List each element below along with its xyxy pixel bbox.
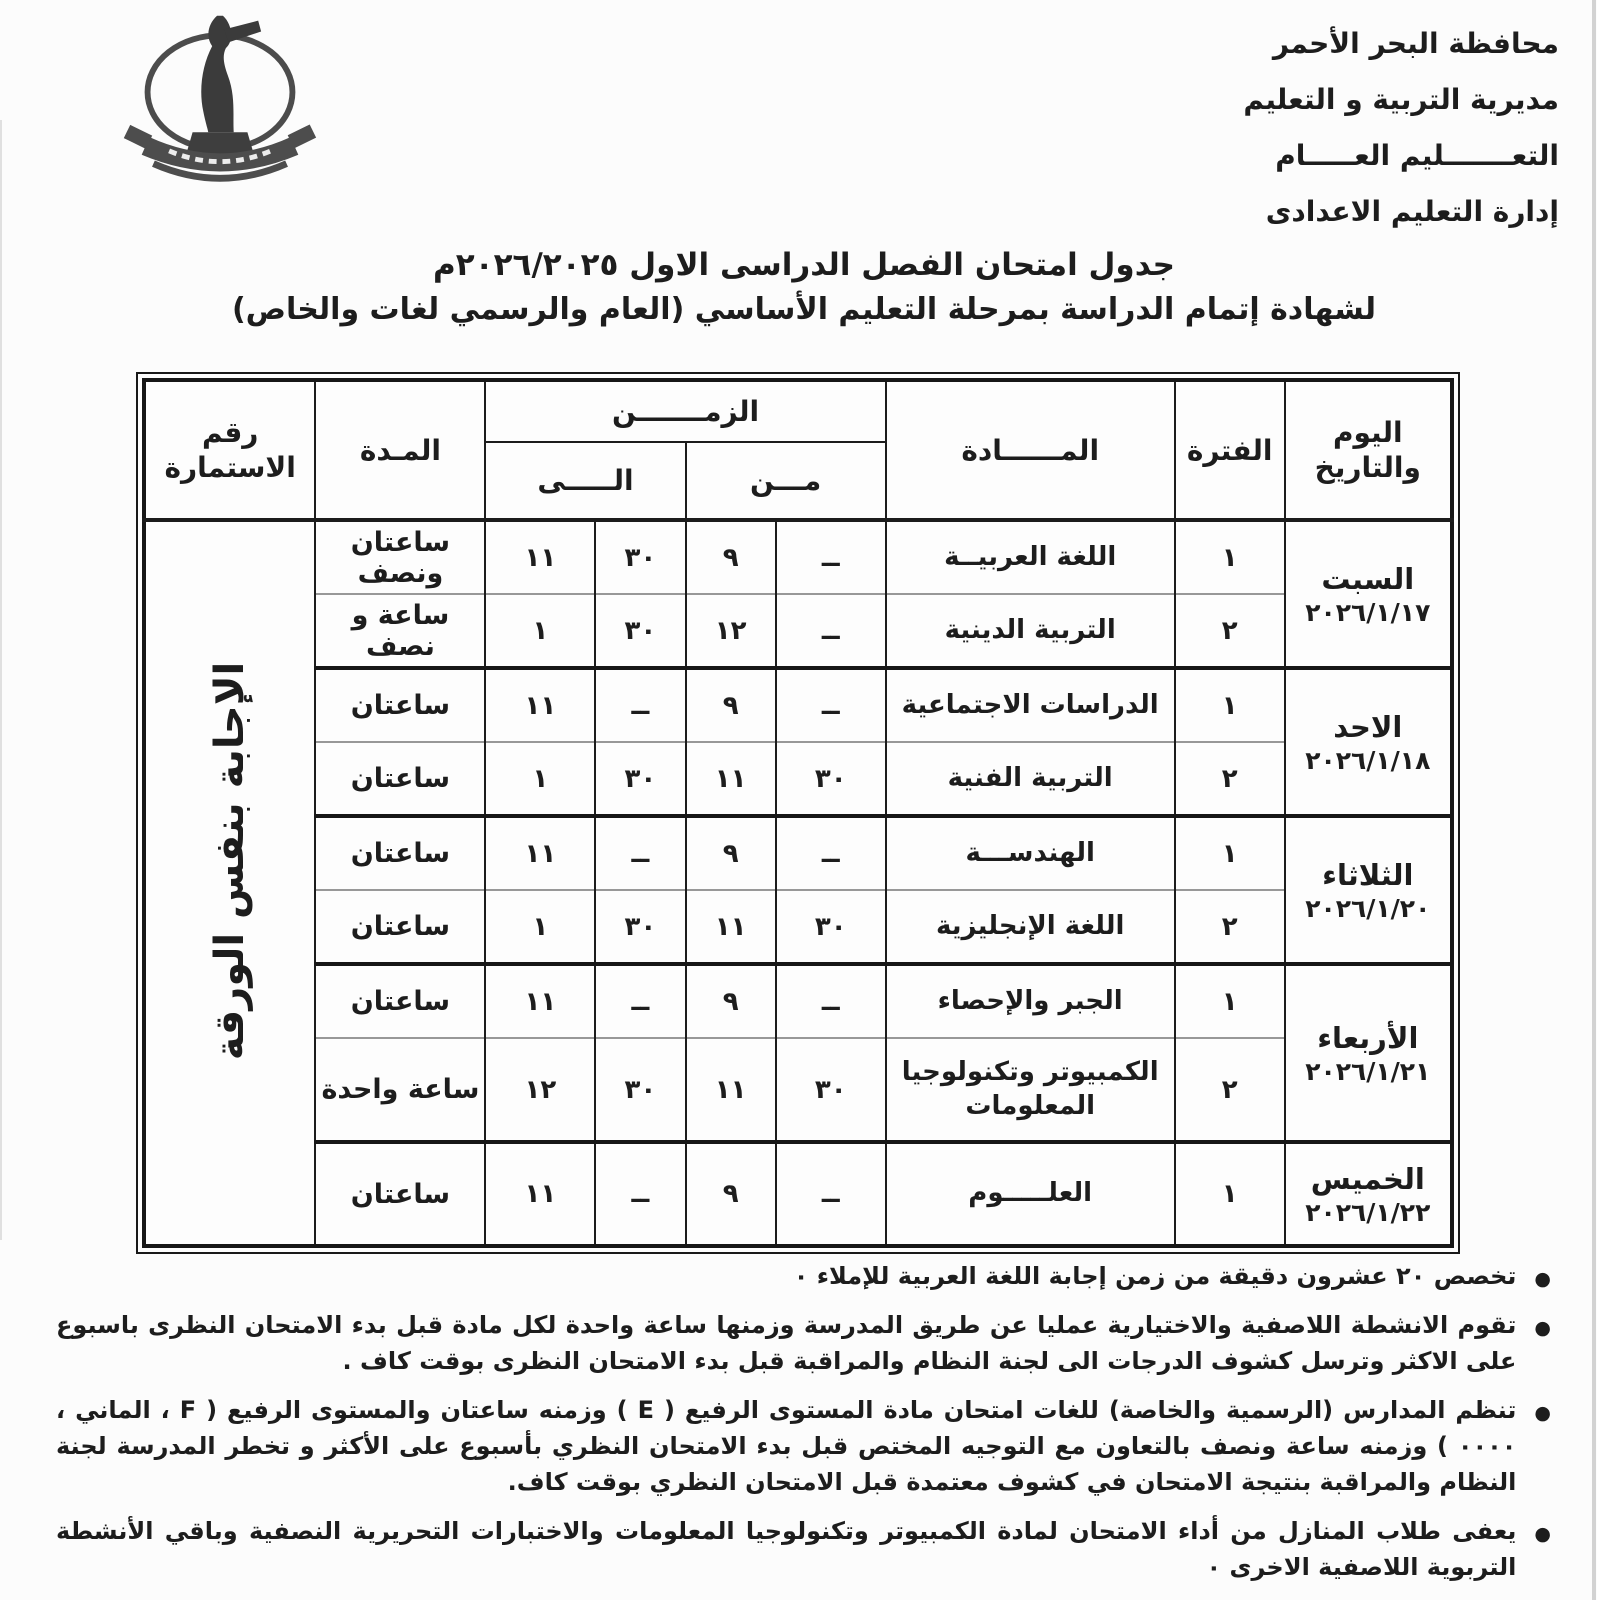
day-name: الخميس (1310, 1161, 1425, 1196)
to-hour-cell: ١١ (485, 964, 595, 1038)
bullet-icon: ● (1534, 1402, 1551, 1424)
scan-edge-artifact (0, 120, 2, 1240)
day-name: الاحد (1333, 709, 1403, 744)
scan-edge-artifact (1592, 0, 1596, 1600)
subject-cell: التربية الفنية (886, 742, 1175, 816)
from-hour-cell: ١١ (686, 890, 776, 964)
from-minute-cell: ــ (776, 594, 886, 668)
period-cell: ٢ (1175, 594, 1285, 668)
to-minute-cell: ٣٠ (595, 742, 685, 816)
col-header-to: الـــــى (485, 442, 685, 520)
note-text-language-schools: تنظم المدارس (الرسمية والخاصة) للغات امتحان مادة المستوى الرفيع ( E ) وزمنه ساعتان والمستوى الرفيع ( F ، الماني ، ٠٠٠٠ ) وزمنه ساعة ونصف بالتعاون مع التوجيه المختص قبل بدء الامتحان النظري بأسبوع على الأكثر و تخطر المدرسة لجنة النظام والمراقبة بنتيجة الامتحان في كشوف معتمدة قبل الامتحان النظري بوقت كاف. (56, 1396, 1517, 1496)
duration-cell: ساعتان (315, 964, 485, 1038)
from-minute-cell: ــ (776, 1142, 886, 1246)
note-item (56, 1392, 1551, 1500)
from-hour-cell: ١٢ (686, 594, 776, 668)
day-date-cell (1285, 964, 1452, 1142)
form-number-cell (144, 520, 315, 1246)
subject-cell: الدراسات الاجتماعية (886, 668, 1175, 742)
from-hour-cell: ٩ (686, 668, 776, 742)
bullet-icon: ● (1534, 1523, 1551, 1545)
to-minute-cell: ٣٠ (595, 1038, 685, 1142)
governorate-logo (122, 6, 318, 192)
letterhead-directorate: مديرية التربية و التعليم (1243, 83, 1559, 116)
from-minute-cell: ٣٠ (776, 742, 886, 816)
duration-cell: ساعتان ونصف (315, 520, 485, 594)
note-text-home-study-students: يعفى طلاب المنازل من أداء الامتحان لمادة الكمبيوتر وتكنولوجيا المعلومات والاختبارات التحريرية النصفية وباقي الأنشطة التربوية اللاصفية الاخرى ٠ (56, 1517, 1517, 1581)
period-cell: ١ (1175, 964, 1285, 1038)
to-hour-cell: ١١ (485, 816, 595, 890)
exam-schedule-table (142, 378, 1454, 1248)
day-date-cell (1285, 520, 1452, 668)
to-minute-cell: ــ (595, 1142, 685, 1246)
duration-cell: ساعة واحدة (315, 1038, 485, 1142)
period-cell: ٢ (1175, 1038, 1285, 1142)
letterhead-general-education: التعـــــــليم العـــــام (1275, 139, 1559, 172)
duration-cell: ساعتان (315, 1142, 485, 1246)
period-cell: ١ (1175, 668, 1285, 742)
subject-cell: الهندســـة (886, 816, 1175, 890)
to-minute-cell: ٣٠ (595, 520, 685, 594)
day-date: ٢٠٢٦/١/٢٠ (1305, 894, 1431, 924)
col-header-from: مـــن (686, 442, 886, 520)
bullet-icon: ● (1534, 1317, 1551, 1339)
day-name: الأربعاء (1317, 1020, 1419, 1055)
from-hour-cell: ٩ (686, 1142, 776, 1246)
letterhead (1243, 16, 1559, 240)
col-header-subject: المــــــادة (886, 380, 1175, 520)
page-title: جدول امتحان الفصل الدراسى الاول ٢٠٢٦/٢٠٢٥م (433, 247, 1175, 283)
to-hour-cell: ١ (485, 890, 595, 964)
subject-cell: اللغة العربيــة (886, 520, 1175, 594)
note-item (56, 1513, 1551, 1585)
to-minute-cell: ٣٠ (595, 890, 685, 964)
col-header-period: الفترة (1175, 380, 1285, 520)
to-hour-cell: ١١ (485, 668, 595, 742)
day-date-cell (1285, 816, 1452, 964)
note-text-dictation: تخصص ٢٠ عشرون دقيقة من زمن إجابة اللغة العربية للإملاء ٠ (793, 1262, 1517, 1290)
day-name: السبت (1321, 561, 1415, 596)
from-hour-cell: ١١ (686, 742, 776, 816)
document-title (148, 247, 1460, 327)
from-minute-cell: ٣٠ (776, 890, 886, 964)
note-text-activities: تقوم الانشطة اللاصفية والاختيارية عمليا عن طريق المدرسة وزمنها ساعة واحدة لكل مادة قبل بدء الامتحان النظرى باسبوع على الاكثر وترسل كشوف الدرجات الى لجنة النظام والمراقبة قبل بدء الامتحان النظرى بوقت كاف . (56, 1311, 1517, 1375)
letterhead-governorate: محافظة البحر الأحمر (1272, 27, 1559, 60)
to-hour-cell: ١١ (485, 1142, 595, 1246)
side-note-answer-same-paper: الإجابة بنفس الورقة (207, 662, 254, 1061)
subject-cell: الكمبيوتر وتكنولوجيا المعلومات (886, 1038, 1175, 1142)
from-minute-cell: ٣٠ (776, 1038, 886, 1142)
to-hour-cell: ١٢ (485, 1038, 595, 1142)
duration-cell: ساعة و نصف (315, 594, 485, 668)
from-minute-cell: ــ (776, 964, 886, 1038)
footer-notes (56, 1258, 1551, 1598)
day-date: ٢٠٢٦/١/٢٢ (1305, 1198, 1431, 1228)
to-hour-cell: ١ (485, 742, 595, 816)
period-cell: ١ (1175, 520, 1285, 594)
subject-cell: العلـــــوم (886, 1142, 1175, 1246)
duration-cell: ساعتان (315, 742, 485, 816)
to-hour-cell: ١ (485, 594, 595, 668)
day-date: ٢٠٢٦/١/١٧ (1305, 598, 1431, 628)
from-hour-cell: ٩ (686, 964, 776, 1038)
page-subtitle: لشهادة إتمام الدراسة بمرحلة التعليم الأساسي (العام والرسمي لغات والخاص) (231, 292, 1377, 327)
to-minute-cell: ــ (595, 668, 685, 742)
period-cell: ١ (1175, 816, 1285, 890)
to-minute-cell: ــ (595, 816, 685, 890)
exam-schedule-table-frame (136, 372, 1460, 1254)
subject-cell: الجبر والإحصاء (886, 964, 1175, 1038)
col-header-day-date: اليوم والتاريخ (1285, 380, 1452, 520)
subject-cell: اللغة الإنجليزية (886, 890, 1175, 964)
from-minute-cell: ــ (776, 520, 886, 594)
col-header-duration: المـدة (315, 380, 485, 520)
col-header-form-number: رقم الاستمارة (144, 380, 315, 520)
to-minute-cell: ــ (595, 964, 685, 1038)
period-cell: ٢ (1175, 742, 1285, 816)
duration-cell: ساعتان (315, 890, 485, 964)
day-date: ٢٠٢٦/١/٢١ (1305, 1057, 1431, 1087)
note-item (56, 1258, 1551, 1294)
day-date-cell (1285, 668, 1452, 816)
duration-cell: ساعتان (315, 816, 485, 890)
day-date: ٢٠٢٦/١/١٨ (1305, 746, 1431, 776)
subject-cell: التربية الدينية (886, 594, 1175, 668)
to-minute-cell: ٣٠ (595, 594, 685, 668)
from-hour-cell: ١١ (686, 1038, 776, 1142)
period-cell: ١ (1175, 1142, 1285, 1246)
col-header-time: الزمـــــــن (485, 380, 885, 442)
from-hour-cell: ٩ (686, 816, 776, 890)
bullet-icon: ● (1534, 1268, 1551, 1290)
duration-cell: ساعتان (315, 668, 485, 742)
note-item (56, 1307, 1551, 1379)
to-hour-cell: ١١ (485, 520, 595, 594)
from-hour-cell: ٩ (686, 520, 776, 594)
day-name: الثلاثاء (1322, 857, 1414, 892)
from-minute-cell: ــ (776, 668, 886, 742)
letterhead-prep-education-dept: إدارة التعليم الاعدادى (1265, 195, 1559, 228)
from-minute-cell: ــ (776, 816, 886, 890)
period-cell: ٢ (1175, 890, 1285, 964)
day-date-cell (1285, 1142, 1452, 1246)
